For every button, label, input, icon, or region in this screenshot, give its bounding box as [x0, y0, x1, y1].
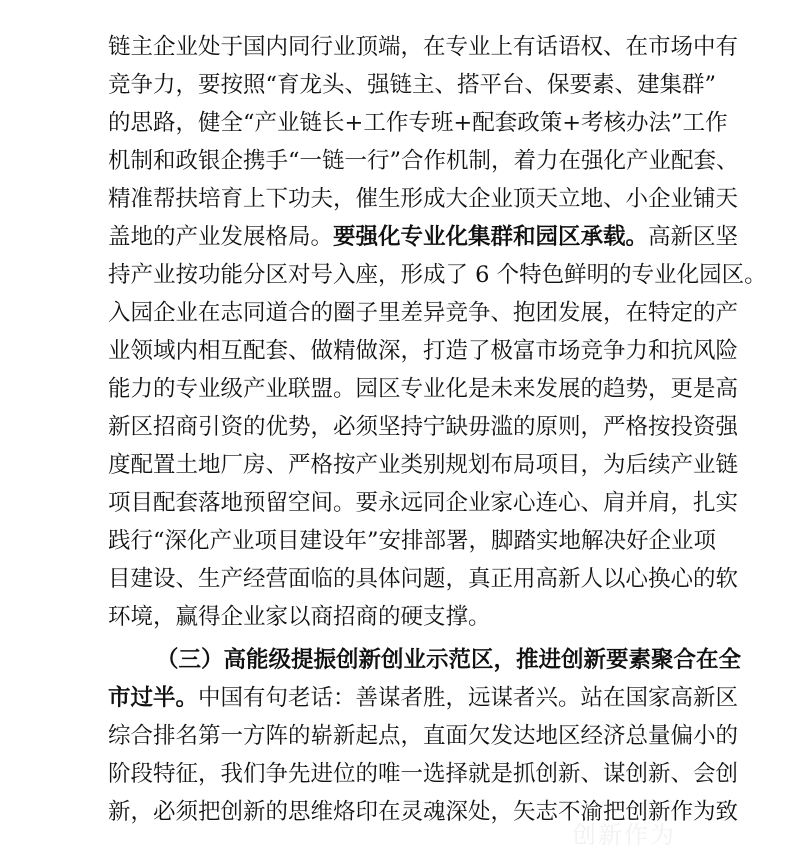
text-line — [108, 560, 739, 598]
text-line — [108, 370, 739, 408]
bold-text-segment: 市过半。 — [108, 685, 199, 711]
text-segment: 精准帮扶培育上下功夫，催生形成大企业顶天立地、小企业铺天 — [108, 186, 739, 212]
text-segment: 综合排名第一方阵的崭新起点，直面欠发达地区经济总量偏小的 — [108, 723, 739, 749]
bold-text-segment: （三）高能级提振创新创业示范区，推进创新要素聚合在全 — [156, 647, 742, 673]
bold-text-segment: 要强化专业化集群和园区承载。 — [333, 224, 649, 250]
text-line — [108, 142, 739, 180]
text-line — [108, 66, 717, 104]
text-segment: 高新区坚 — [648, 224, 739, 250]
text-segment: 的思路，健全“产业链长+工作专班+配套政策+考核办法”工作 — [108, 110, 728, 136]
text-line — [108, 484, 739, 522]
text-line — [156, 641, 742, 679]
text-segment: 度配置土地厂房、严格按产业类别规划布局项目，为后续产业链 — [108, 452, 739, 478]
text-line — [108, 408, 739, 446]
watermark: 创新作为 — [572, 821, 676, 849]
text-line — [108, 522, 717, 560]
text-line — [108, 598, 706, 636]
text-segment: 目建设、生产经营面临的具体问题，真正用高新人以心换心的软 — [108, 566, 739, 592]
text-line — [108, 294, 739, 332]
text-line — [108, 717, 739, 755]
text-line — [108, 793, 739, 831]
text-segment: 环境，赢得企业家以商招商的硬支撑。 — [108, 604, 491, 630]
text-line — [108, 332, 739, 370]
text-segment: 竞争力，要按照“育龙头、强链主、搭平台、保要素、建集群” — [108, 72, 717, 98]
text-line — [108, 256, 767, 294]
text-segment: 阶段特征，我们争先进位的唯一选择就是抓创新、谋创新、会创 — [108, 761, 739, 787]
text-segment: 持产业按功能分区对号入座，形成了 6 个特色鲜明的专业化园区。 — [108, 262, 767, 288]
text-segment: 新区招商引资的优势，必须坚持宁缺毋滥的原则，严格按投资强 — [108, 414, 739, 440]
text-segment: 践行“深化产业项目建设年”安排部署，脚踏实地解决好企业项 — [108, 528, 717, 554]
text-line — [108, 446, 739, 484]
text-line — [108, 180, 739, 218]
text-line — [108, 218, 739, 256]
text-segment: 中国有句老话：善谋者胜，远谋者兴。站在国家高新区 — [198, 685, 739, 711]
text-segment: 业领域内相互配套、做精做深，打造了极富市场竞争力和抗风险 — [108, 338, 739, 364]
text-segment: 入园企业在志同道合的圈子里差异竞争、抱团发展，在特定的产 — [108, 300, 739, 326]
text-segment: 机制和政银企携手“一链一行”合作机制，着力在强化产业配套、 — [108, 148, 739, 174]
text-segment: 项目配套落地预留空间。要永远同企业家心连心、肩并肩，扎实 — [108, 490, 739, 516]
text-segment: 新，必须把创新的思维烙印在灵魂深处，矢志不渝把创新作为致 — [108, 799, 739, 825]
text-segment: 能力的专业级产业联盟。园区专业化是未来发展的趋势，更是高 — [108, 376, 739, 402]
text-line — [108, 104, 728, 142]
text-segment: 链主企业处于国内同行业顶端，在专业上有话语权、在市场中有 — [108, 34, 739, 60]
text-line — [108, 679, 739, 717]
text-line — [108, 28, 739, 66]
text-segment: 盖地的产业发展格局。 — [108, 224, 334, 250]
text-line — [108, 755, 739, 793]
